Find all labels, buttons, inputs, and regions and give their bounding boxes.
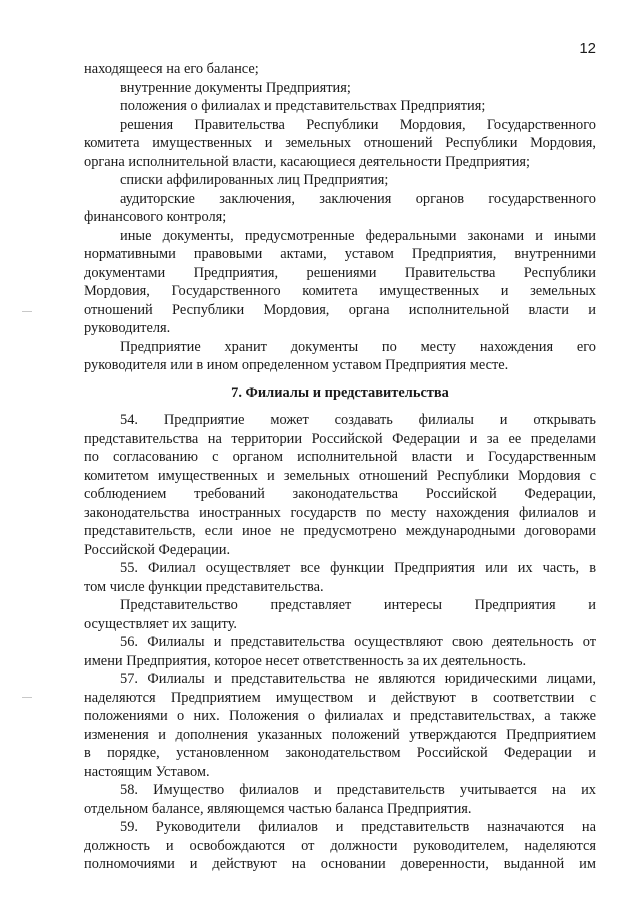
text-line: 56. Филиалы и представительства осуществляют свою деятельность от	[120, 634, 596, 650]
text-line: 58. Имущество филиалов и представительств учитывается на их	[120, 782, 596, 798]
text-line: соблюдением требований законодательства Российской Федерации,	[84, 486, 596, 502]
text-line: положениями о них. Положения о филиалах и представительствах, а также	[84, 708, 596, 724]
text-line: внутренние документы Предприятия;	[120, 79, 351, 96]
scan-edge-mark	[22, 311, 32, 312]
text-line: отношений Республики Мордовия, органа исполнительной власти и	[84, 301, 596, 318]
text-line: 55. Филиал осуществляет все функции Предприятия или их часть, в	[120, 560, 596, 576]
text-line: нормативными правовыми актами, уставом Предприятия, внутренними	[84, 246, 596, 262]
text-line: документами Предприятия, решениями Правительства Республики	[84, 264, 596, 281]
text-line: комитета имущественных и земельных отношений Республики Мордовия,	[84, 135, 596, 151]
text-line: руководителя.	[84, 320, 171, 336]
text-line: настоящим Уставом.	[84, 763, 210, 780]
text-line: Мордовия, Государственного комитета имущественных и земельных	[84, 283, 596, 299]
text-line: положения о филиалах и представительствах Предприятия;	[120, 98, 486, 114]
text-line: Предприятие хранит документы по месту нахождения его	[120, 338, 596, 355]
text-line: представительства на территории Российской Федерации и за ее пределами	[84, 430, 596, 447]
text-line: руководителя или в ином определенном уставом Предприятия месте.	[84, 357, 509, 373]
document-body	[84, 60, 596, 874]
text-line: иные документы, предусмотренные федеральными законами и иными	[120, 227, 596, 244]
text-line: отдельном балансе, являющемся частью баланса Предприятия.	[84, 800, 472, 817]
text-line: списки аффилированных лиц Предприятия;	[120, 172, 389, 188]
text-line: Представительство представляет интересы Предприятия и	[120, 597, 596, 613]
text-line: должность и освобождаются от должности руководителем, наделяются	[84, 837, 596, 854]
scan-edge-mark	[22, 697, 32, 698]
text-line: комитетом имущественных и земельных отношений Республики Мордовия с	[84, 467, 596, 484]
text-line: решения Правительства Республики Мордовия, Государственного	[120, 116, 596, 133]
text-line: 59. Руководители филиалов и представительств назначаются на	[120, 819, 596, 835]
text-line: по согласованию с органом исполнительной власти и Государственным	[84, 449, 596, 465]
text-block-after-heading	[84, 411, 596, 874]
page-number: 12	[579, 40, 596, 57]
text-line: законодательства иностранных государств по месту нахождения филиалов и	[84, 504, 596, 521]
text-line: полномочиями и действуют на основании доверенности, выданной им	[84, 856, 596, 872]
text-line: Российской Федерации.	[84, 541, 231, 558]
text-line: том числе функции представительства.	[84, 578, 324, 595]
text-line: осуществляет их защиту.	[84, 615, 237, 632]
text-line: наделяются Предприятием имуществом и действуют в соответствии с	[84, 689, 596, 706]
text-block-before-heading	[84, 60, 596, 375]
text-line: имени Предприятия, которое несет ответственность за их деятельность.	[84, 652, 527, 669]
text-line: находящееся на его балансе;	[84, 61, 259, 77]
section-heading: 7. Филиалы и представительства	[231, 384, 449, 401]
text-line: 57. Филиалы и представительства не являются юридическими лицами,	[120, 671, 596, 687]
text-line: органа исполнительной власти, касающиеся деятельности Предприятия;	[84, 153, 531, 170]
text-line: представительств, если иное не предусмотрено международными договорами	[84, 523, 596, 539]
text-line: 54. Предприятие может создавать филиалы и открывать	[120, 412, 596, 428]
text-line: аудиторские заключения, заключения органов государственного	[120, 190, 596, 207]
text-line: изменения и дополнения указанных положений утверждаются Предприятием	[84, 726, 596, 743]
text-line: в порядке, установленном законодательством Российской Федерации и	[84, 745, 596, 761]
text-line: финансового контроля;	[84, 209, 227, 225]
